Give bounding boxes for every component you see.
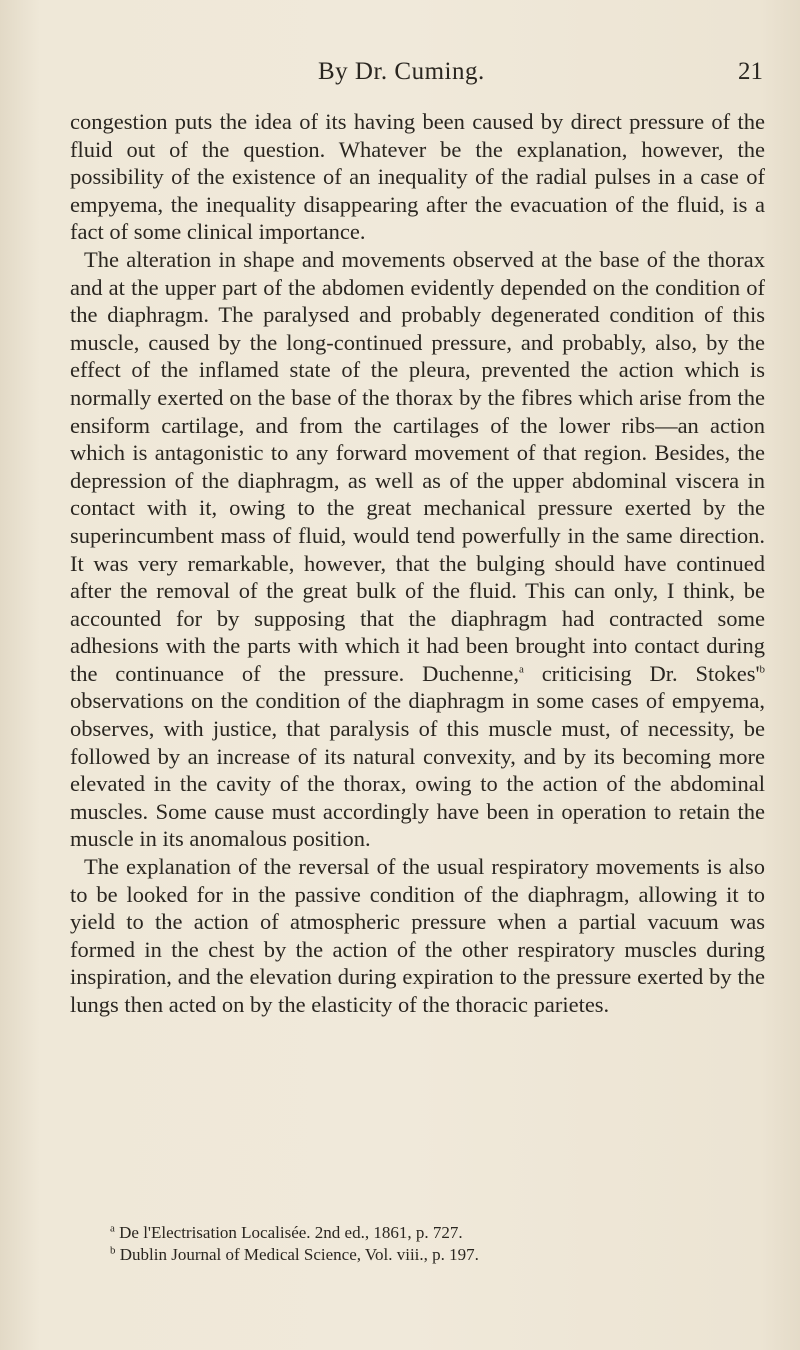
- paragraph-text: The alteration in shape and movements observed at the base of the thorax and at the upper part of the abdomen evidently depended on the condition of the diaphragm. The paralysed and probably degenerated condition of this muscle, caused by the long-continued pressure, and probably, also, by the effect of the inflamed state of the pleura, prevented the action which is normally exerted on the base of the thorax by the fibres which arise from the ensiform cartilage, and from the cartilages of the lower ribs—an action which is antagonistic to any forward movement of that region. Besides, the depression of the diaphragm, as well as of the upper abdominal viscera in contact with it, owing to the great mechanical pressure exerted by the superincumbent mass of fluid, would tend powerfully in the same direction. It was very remarkable, however, that the bulging should have continued after the removal of the great bulk of the fluid. This can only, I think, be accounted for by supposing that the diaphragm had contracted some adhesions with the parts with which it had been brought into contact during the continuance of the pressure.: [70, 246, 765, 686]
- paragraph: [70, 246, 765, 853]
- footnote-mark: b: [110, 1244, 116, 1257]
- paragraph: congestion puts the idea of its having been caused by direct pressure of the fluid out of the question. Whatever be the explanation, however, the possibility of the existence of an inequality of the radial pulses in a case of empyema, the inequality disappearing after the evacuation of the fluid, is a fact of some clinical importance.: [70, 109, 765, 245]
- footnotes: [70, 1222, 765, 1266]
- body-text: [70, 108, 765, 1019]
- paragraph: The explanation of the reversal of the usual respiratory movements is also to be looked for in the passive condition of the diaphragm, allowing it to yield to the action of atmospheric pressure when a partial vacuum was formed in the chest by the action of the other respiratory muscles during inspiration, and the elevation during expiration to the pressure exerted by the lungs then acted on by the elasticity of the thoracic parietes.: [70, 854, 765, 1017]
- footnote-ref: a: [518, 663, 524, 676]
- footnote-text: Dublin Journal of Medical Science, Vol. viii., p. 197.: [115, 1245, 479, 1264]
- running-head: By Dr. Cuming.: [318, 58, 485, 85]
- paragraph-text: criticising Dr. Stokes': [523, 660, 760, 686]
- paragraph-text: observations on the condition of the diaphragm in some cases of empyema, observes, with justice, that paralysis of this muscle must, of necessity, be followed by an increase of its natural convexity, and by its becoming more elevated in the cavity of the thorax, owing to the action of the abdominal muscles. Some cause must accordingly have been in operation to retain the muscle in its anomalous position.: [70, 688, 765, 852]
- footnote: [70, 1222, 765, 1244]
- page-header: [0, 58, 800, 98]
- footnote-mark: a: [110, 1222, 115, 1235]
- footnote: [70, 1244, 765, 1266]
- page-number: 21: [738, 58, 763, 85]
- paragraph-text: Duchenne,: [422, 660, 519, 686]
- footnote-text: De l'Electrisation Localisée. 2nd ed., 1861, p. 727.: [114, 1223, 463, 1242]
- footnote-ref: b: [759, 663, 766, 676]
